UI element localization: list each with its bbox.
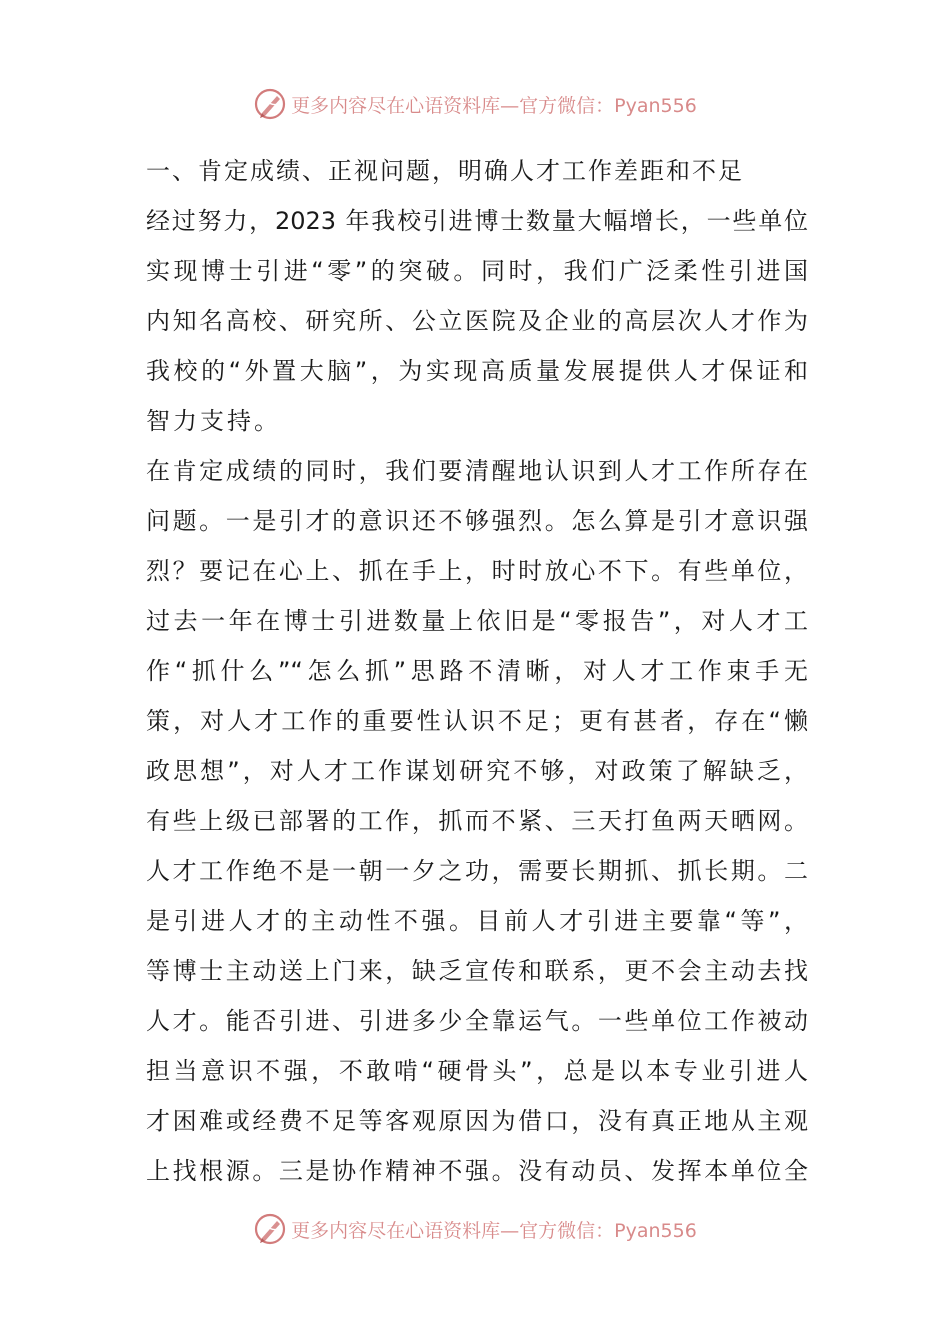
paragraph-line: 在肯定成绩的同时，我们要清醒地认识到人才工作所存在: [146, 457, 808, 485]
section-heading: 一、肯定成绩、正视问题，明确人才工作差距和不足: [146, 157, 744, 185]
paragraph-line: 作“抓什么”“怎么抓”思路不清晰，对人才工作束手无: [146, 657, 808, 685]
paragraph-line: 智力支持。: [146, 407, 281, 435]
paragraph-line: 烈？要记在心上、抓在手上，时时放心不下。有些单位，: [146, 557, 808, 585]
watermark-text-cn: 更多内容尽在心语资料库—官方微信：: [291, 1219, 615, 1242]
paragraph-line: 有些上级已部署的工作，抓而不紧、三天打鱼两天晒网。: [146, 807, 808, 835]
paragraph-line: 过去一年在博士引进数量上依旧是“零报告”，对人才工: [146, 607, 808, 635]
paragraph-line: 内知名高校、研究所、公立医院及企业的高层次人才作为: [146, 307, 808, 335]
watermark-wechat-id: Pyan556: [614, 1219, 697, 1242]
watermark-wechat-id: Pyan556: [614, 94, 697, 117]
header-watermark-banner: [0, 84, 950, 124]
paragraph-line: 我校的“外置大脑”，为实现高质量发展提供人才保证和: [146, 357, 808, 385]
watermark-text: [291, 91, 697, 118]
paragraph-line: 担当意识不强，不敢啃“硬骨头”，总是以本专业引进人: [146, 1057, 808, 1085]
paragraph-line: 人才工作绝不是一朝一夕之功，需要长期抓、抓长期。二: [146, 857, 808, 885]
pen-logo-icon: [253, 87, 287, 121]
watermark-text: [291, 1216, 697, 1243]
pen-logo-icon: [253, 1212, 287, 1246]
paragraph-line: 是引进人才的主动性不强。目前人才引进主要靠“等”，: [146, 907, 808, 935]
paragraph-line: 上找根源。三是协作精神不强。没有动员、发挥本单位全: [146, 1157, 808, 1185]
paragraph-line: 政思想”，对人才工作谋划研究不够，对政策了解缺乏，: [146, 757, 808, 785]
watermark-text-cn: 更多内容尽在心语资料库—官方微信：: [291, 94, 615, 117]
paragraph-line: 等博士主动送上门来，缺乏宣传和联系，更不会主动去找: [146, 957, 808, 985]
paragraph-line: 经过努力，2023 年我校引进博士数量大幅增长，一些单位: [146, 207, 808, 235]
paragraph-line: 人才。能否引进、引进多少全靠运气。一些单位工作被动: [146, 1007, 808, 1035]
document-body: [146, 146, 808, 1196]
paragraph-line: 才困难或经费不足等客观原因为借口，没有真正地从主观: [146, 1107, 808, 1135]
paragraph-line: 问题。一是引才的意识还不够强烈。怎么算是引才意识强: [146, 507, 808, 535]
footer-watermark-banner: [0, 1209, 950, 1249]
paragraph-line: 策，对人才工作的重要性认识不足；更有甚者，存在“懒: [146, 707, 808, 735]
paragraph-line: 实现博士引进“零”的突破。同时，我们广泛柔性引进国: [146, 257, 808, 285]
